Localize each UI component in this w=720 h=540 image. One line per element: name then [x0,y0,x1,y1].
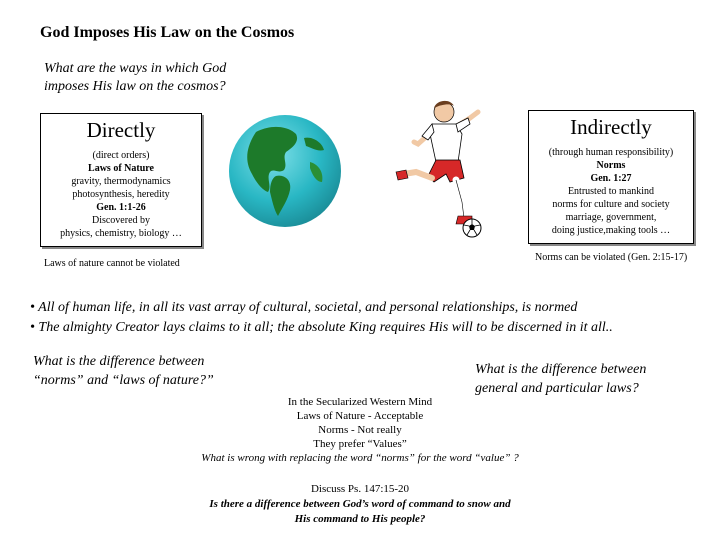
globe-icon [226,112,344,235]
directly-line: Gen. 1:1-26 [96,202,146,213]
main-question-line-2: imposes His law on the cosmos? [44,79,226,94]
secularized-line: They prefer “Values” [313,438,407,450]
directly-line: photosynthesis, heredity [72,189,170,200]
directly-line: (direct orders) [92,150,150,161]
discuss-reference: Discuss Ps. 147:15-20 [310,483,410,495]
directly-line: physics, chemistry, biology … [60,228,182,239]
directly-line: gravity, thermodynamics [71,176,171,187]
laws-note: Laws of nature cannot be violated [44,258,180,269]
question-line: What is the difference between [33,354,205,369]
secularized-line: Laws of Nature - Acceptable [296,410,424,422]
norms-note: Norms can be violated (Gen. 2:15-17) [535,252,688,263]
general-vs-particular-question [475,360,710,398]
slide-title: God Imposes His Law on the Cosmos [40,24,295,41]
directly-heading: Directly [86,118,156,142]
indirectly-line: doing justice,making tools … [551,225,671,236]
main-question-line-1: What are the ways in which God [44,61,227,76]
bullet-item: • The almighty Creator lays claims to it all; the absolute King requires His will to be discerned in it all.. [30,320,613,335]
indirectly-line: marriage, government, [565,212,657,223]
discuss-block [150,482,570,527]
main-question [44,60,304,96]
indirectly-line: norms for culture and society [552,199,670,210]
indirectly-line: Gen. 1:27 [590,173,632,184]
question-line: What is the difference between [475,362,647,377]
indirectly-box [528,110,694,244]
directly-line: Laws of Nature [88,163,154,174]
directly-body [41,149,201,240]
indirectly-line: Norms [596,160,626,171]
secularized-block [160,395,560,465]
indirectly-heading: Indirectly [570,115,652,139]
bullet-item: • All of human life, in all its vast array of cultural, societal, and personal relationships, is normed [30,300,578,315]
directly-box [40,113,202,247]
question-line: “norms” and “laws of nature?” [33,373,214,388]
bullet-list [30,298,710,338]
discuss-line: Is there a difference between God’s word of command to snow and [209,498,511,510]
indirectly-body [529,146,693,237]
indirectly-line: (through human responsibility) [548,147,674,158]
secularized-line: In the Secularized Western Mind [287,396,433,408]
norms-vs-laws-question [33,352,273,390]
soccer-ball-icon [462,218,482,243]
discuss-line: His command to His people? [294,513,426,525]
secularized-line: Norms - Not really [318,424,402,436]
directly-line: Discovered by [91,215,151,226]
indirectly-line: Entrusted to mankind [567,186,655,197]
question-line: general and particular laws? [475,381,639,396]
secularized-question: What is wrong with replacing the word “norms” for the word “value” ? [201,452,519,464]
